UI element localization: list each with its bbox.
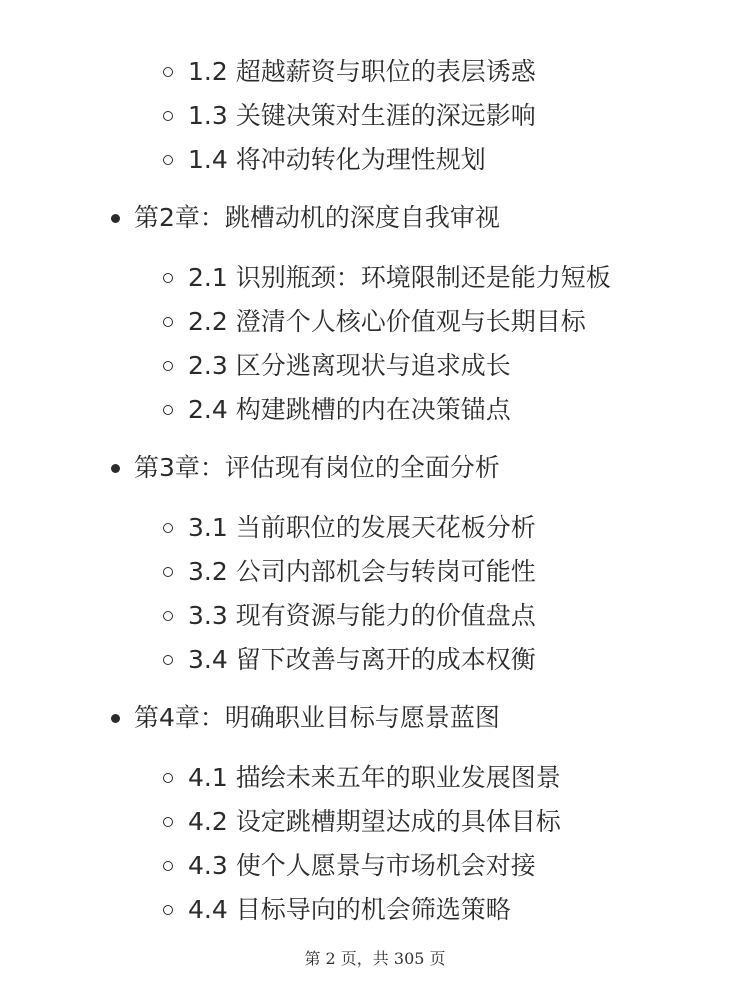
section-number: 2.1 — [188, 263, 228, 292]
toc-section-1-3 — [0, 94, 750, 138]
toc-section-3-1 — [0, 506, 750, 550]
filled-bullet-icon — [111, 214, 120, 223]
toc-chapter-2 — [0, 196, 750, 432]
section-list — [134, 506, 750, 682]
section-number: 2.2 — [188, 307, 228, 336]
hollow-bullet-icon — [163, 317, 173, 327]
section-number: 3.2 — [188, 557, 228, 586]
toc-section-2-4 — [0, 388, 750, 432]
toc-section-4-2 — [0, 800, 750, 844]
spacer — [134, 240, 750, 256]
toc-chapter-4 — [0, 696, 750, 932]
section-title: 区分逃离现状与追求成长 — [235, 351, 511, 380]
table-of-contents — [0, 50, 750, 932]
toc-section-4-3 — [0, 844, 750, 888]
section-title: 使个人愿景与市场机会对接 — [235, 851, 536, 880]
section-title: 关键决策对生涯的深远影响 — [235, 101, 536, 130]
section-title: 现有资源与能力的价值盘点 — [235, 601, 536, 630]
hollow-bullet-icon — [163, 611, 173, 621]
filled-bullet-icon — [111, 464, 120, 473]
hollow-bullet-icon — [163, 905, 173, 915]
hollow-bullet-icon — [163, 273, 173, 283]
spacer — [134, 740, 750, 756]
toc-section-3-4 — [0, 638, 750, 682]
section-list — [134, 756, 750, 932]
section-number: 4.1 — [188, 763, 228, 792]
section-list — [134, 50, 750, 182]
section-number: 1.4 — [188, 145, 228, 174]
spacer — [0, 682, 750, 696]
hollow-bullet-icon — [163, 567, 173, 577]
section-title: 公司内部机会与转岗可能性 — [235, 557, 536, 586]
chapter-title: 第4章：明确职业目标与愿景蓝图 — [134, 703, 500, 732]
section-number: 4.4 — [188, 895, 228, 924]
spacer — [0, 182, 750, 196]
section-title: 将冲动转化为理性规划 — [235, 145, 486, 174]
hollow-bullet-icon — [163, 111, 173, 121]
section-title: 留下改善与离开的成本权衡 — [235, 645, 536, 674]
hollow-bullet-icon — [163, 523, 173, 533]
hollow-bullet-icon — [163, 405, 173, 415]
chapter-1-continued — [0, 50, 750, 182]
hollow-bullet-icon — [163, 817, 173, 827]
hollow-bullet-icon — [163, 155, 173, 165]
spacer — [134, 490, 750, 506]
section-title: 澄清个人核心价值观与长期目标 — [235, 307, 586, 336]
hollow-bullet-icon — [163, 361, 173, 371]
chapter-title: 第3章：评估现有岗位的全面分析 — [134, 453, 500, 482]
section-title: 超越薪资与职位的表层诱惑 — [235, 57, 536, 86]
section-title: 当前职位的发展天花板分析 — [235, 513, 536, 542]
toc-chapter-3 — [0, 446, 750, 682]
toc-section-2-1 — [0, 256, 750, 300]
section-number: 3.3 — [188, 601, 228, 630]
section-number: 2.4 — [188, 395, 228, 424]
section-number: 1.2 — [188, 57, 228, 86]
toc-section-1-2 — [0, 50, 750, 94]
toc-section-3-2 — [0, 550, 750, 594]
toc-section-3-3 — [0, 594, 750, 638]
hollow-bullet-icon — [163, 773, 173, 783]
hollow-bullet-icon — [163, 861, 173, 871]
chapter-title: 第2章：跳槽动机的深度自我审视 — [134, 203, 500, 232]
hollow-bullet-icon — [163, 67, 173, 77]
section-number: 2.3 — [188, 351, 228, 380]
toc-section-1-4 — [0, 138, 750, 182]
section-title: 识别瓶颈：环境限制还是能力短板 — [235, 263, 611, 292]
section-title: 构建跳槽的内在决策锚点 — [235, 395, 511, 424]
section-number: 1.3 — [188, 101, 228, 130]
filled-bullet-icon — [111, 714, 120, 723]
section-title: 目标导向的机会筛选策略 — [235, 895, 511, 924]
toc-section-4-1 — [0, 756, 750, 800]
section-title: 描绘未来五年的职业发展图景 — [235, 763, 561, 792]
section-number: 3.1 — [188, 513, 228, 542]
section-title: 设定跳槽期望达成的具体目标 — [235, 807, 561, 836]
section-number: 3.4 — [188, 645, 228, 674]
hollow-bullet-icon — [163, 655, 173, 665]
section-number: 4.2 — [188, 807, 228, 836]
section-list — [134, 256, 750, 432]
section-number: 4.3 — [188, 851, 228, 880]
page-footer: 第 2 页，共 305 页 — [304, 949, 446, 968]
toc-section-4-4 — [0, 888, 750, 932]
toc-section-2-3 — [0, 344, 750, 388]
spacer — [0, 432, 750, 446]
toc-section-2-2 — [0, 300, 750, 344]
